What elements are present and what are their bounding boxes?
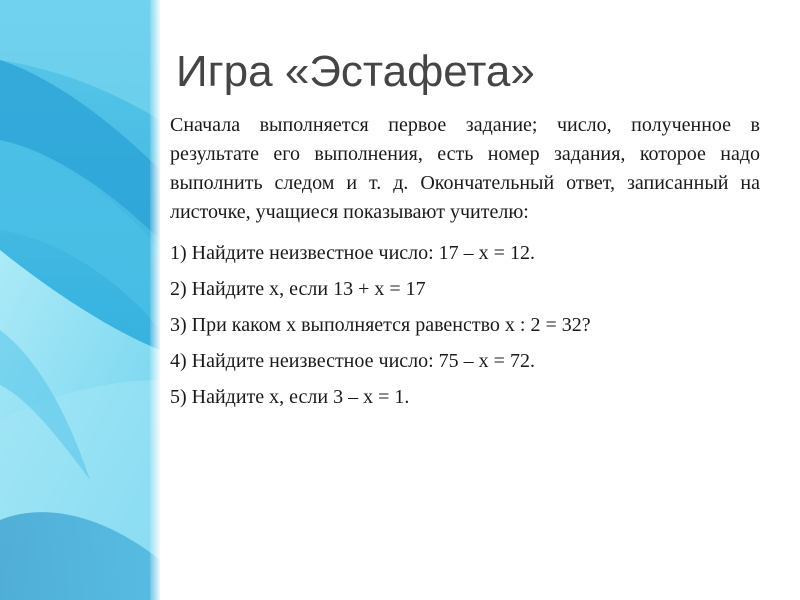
task-item-5: 5) Найдите х, если 3 – х = 1. <box>170 386 410 408</box>
task-item-4: 4) Найдите неизвестное число: 75 – х = 72. <box>170 350 535 372</box>
task-item-3: 3) При каком х выполняется равенство х : 2 = 32? <box>170 314 591 336</box>
decorative-background-panel <box>0 0 160 600</box>
slide-title: Игра «Эстафета» <box>176 47 535 96</box>
task-item-2: 2) Найдите х, если 13 + х = 17 <box>170 278 426 300</box>
intro-paragraph: Сначала выполняется первое задание; число, полученное в результате его выполнения, есть номер задания, которое надо выполнить следом и т. д. Окончательный ответ, записанный на листочке, учащиеся показывают учителю: <box>170 114 760 223</box>
task-item-1: 1) Найдите неизвестное число: 17 – х = 12. <box>170 242 535 264</box>
decorative-wave-shapes <box>0 0 160 600</box>
vertical-divider <box>150 0 160 600</box>
slide-content <box>170 111 760 415</box>
